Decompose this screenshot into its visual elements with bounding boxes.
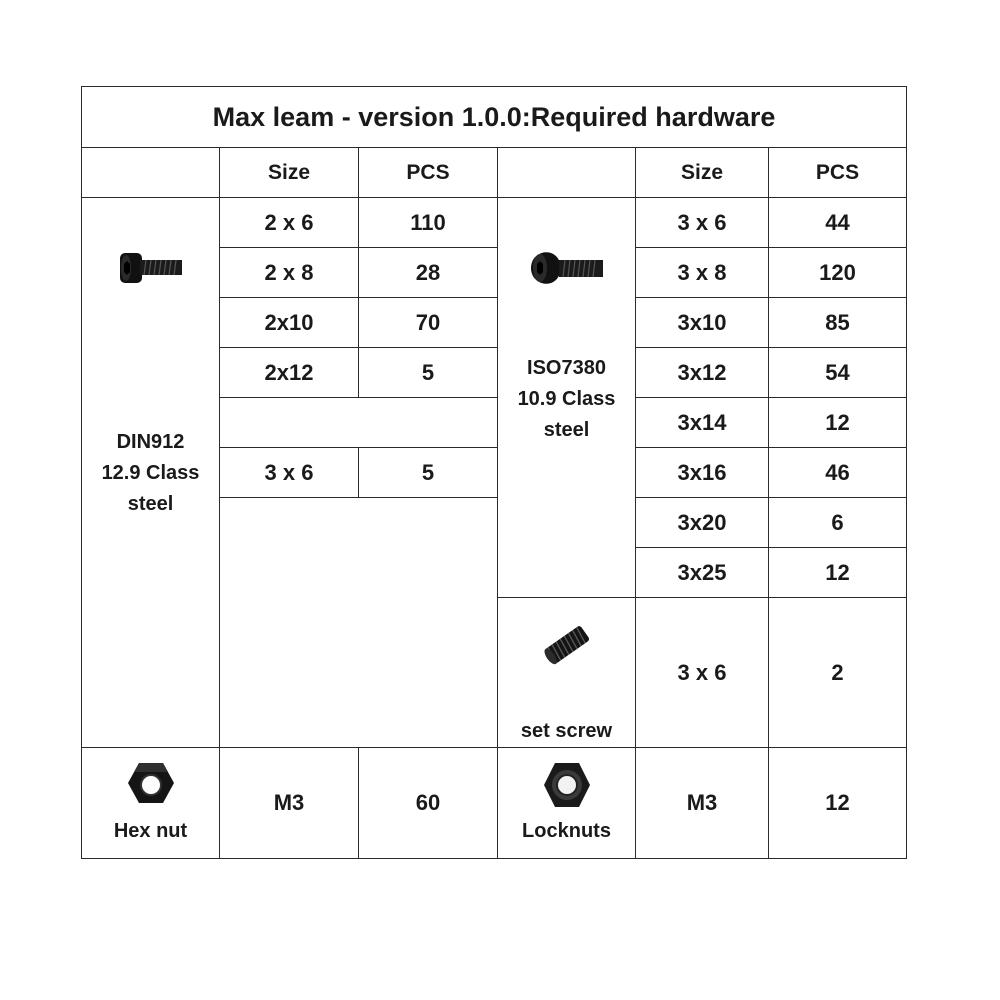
iso7380-group-cell [498,198,636,598]
header-pcs-left: PCS [359,148,498,198]
hex-nut-pcs: 60 [359,748,498,859]
right-pcs-8: 12 [769,548,907,598]
left-size-2: 2 x 8 [220,248,359,298]
right-pcs-3: 85 [769,298,907,348]
hex-nut-size: M3 [220,748,359,859]
left-blank-block [220,498,498,748]
locknut-label: Locknuts [522,819,611,842]
hex-nut-label: Hex nut [113,819,188,842]
table-title: Max leam - version 1.0.0:Required hardware [82,87,907,148]
left-size-3: 2x10 [220,298,359,348]
right-size-2: 3 x 8 [636,248,769,298]
locknut-cell [498,748,636,859]
right-pcs-4: 54 [769,348,907,398]
left-pcs-4: 5 [359,348,498,398]
socket-head-cap-screw-icon [116,248,186,288]
din912-description: DIN912 12.9 Class steel [101,431,200,515]
header-empty-left [82,148,220,198]
left-empty-row [220,398,498,448]
header-size-right: Size [636,148,769,198]
din912-group-cell [82,198,220,748]
button-head-screw-icon [525,243,609,293]
right-size-7: 3x20 [636,498,769,548]
right-pcs-7: 6 [769,498,907,548]
left-pcs-6: 5 [359,448,498,498]
locknut-icon [542,760,592,810]
right-pcs-2: 120 [769,248,907,298]
header-empty-right [498,148,636,198]
right-pcs-5: 12 [769,398,907,448]
locknut-size: M3 [636,748,769,859]
hex-nut-cell [82,748,220,859]
right-size-5: 3x14 [636,398,769,448]
header-size-left: Size [220,148,359,198]
set-screw-icon [537,620,597,670]
right-size-1: 3 x 6 [636,198,769,248]
locknut-pcs: 12 [769,748,907,859]
left-pcs-2: 28 [359,248,498,298]
iso7380-description: ISO7380 10.9 Class steel [517,357,616,441]
hardware-table [81,86,907,859]
left-pcs-1: 110 [359,198,498,248]
left-size-4: 2x12 [220,348,359,398]
right-size-3: 3x10 [636,298,769,348]
right-size-8: 3x25 [636,548,769,598]
right-pcs-6: 46 [769,448,907,498]
left-size-1: 2 x 6 [220,198,359,248]
right-size-6: 3x16 [636,448,769,498]
left-pcs-3: 70 [359,298,498,348]
left-size-6: 3 x 6 [220,448,359,498]
right-size-4: 3x12 [636,348,769,398]
right-pcs-1: 44 [769,198,907,248]
set-screw-pcs: 2 [769,598,907,748]
set-screw-cell [498,598,636,748]
hex-nut-icon [126,760,176,806]
set-screw-size: 3 x 6 [636,598,769,748]
set-screw-label: set screw [520,720,613,742]
header-pcs-right: PCS [769,148,907,198]
